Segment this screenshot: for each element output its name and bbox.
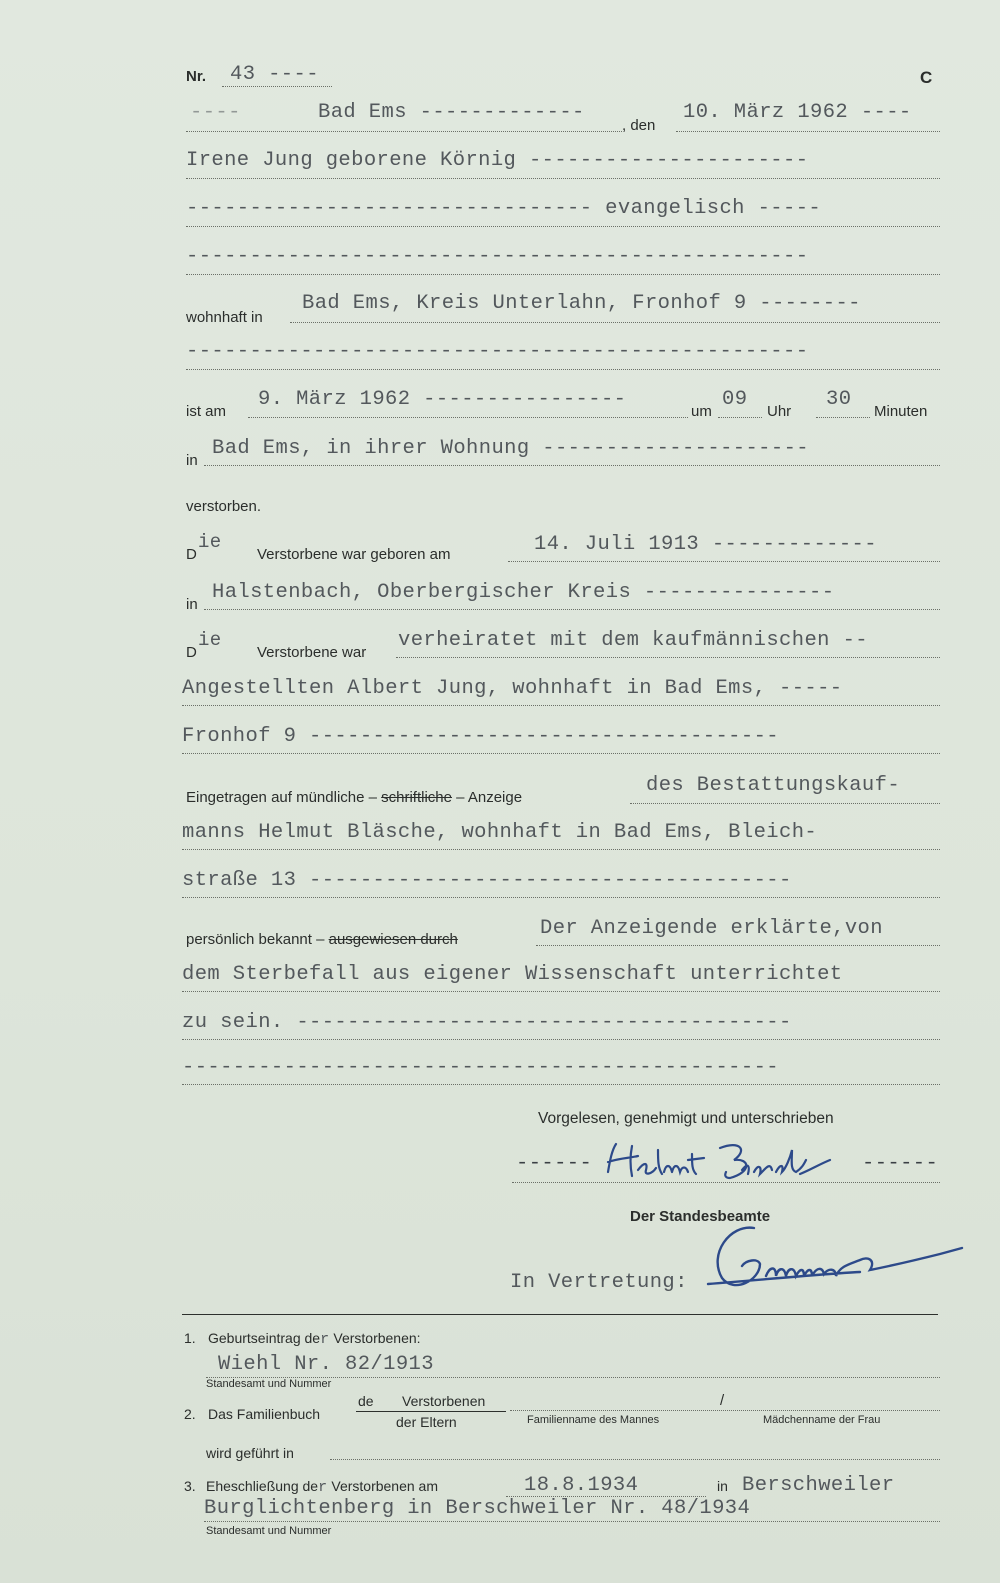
footnote-3-number: 3. (184, 1478, 196, 1494)
place-value: Bad Ems ------------- (318, 101, 585, 124)
birth-d-label: D (186, 546, 197, 563)
official-signature-image (700, 1214, 970, 1304)
marriage-line-2-underline (182, 705, 940, 706)
hour-underline (718, 417, 762, 418)
reporter-line-1-underline (630, 803, 940, 804)
religion-underline (186, 226, 940, 227)
footnote-3-r: r (318, 1479, 328, 1496)
footnote-2-maedchenname: Mädchenname der Frau (763, 1414, 881, 1426)
footnote-1-label-b: Verstorbenen: (333, 1330, 421, 1346)
um-label: um (691, 403, 712, 420)
statement-line-2-underline (182, 991, 940, 992)
signer-signature-image (600, 1132, 850, 1188)
footnote-2-number: 2. (184, 1406, 196, 1422)
place-leader: ---- (190, 101, 241, 124)
reporter-line-2: manns Helmut Bläsche, wohnhaft in Bad Ems, Bleich- (182, 821, 818, 844)
footnote-1-number: 1. (184, 1330, 196, 1346)
death-date-underline (248, 417, 688, 418)
blank-underline (186, 274, 940, 275)
footnote-3-place: Berschweiler (742, 1474, 895, 1497)
residence-underline (290, 322, 940, 323)
birth-date: 14. Juli 1913 ------------- (534, 533, 877, 556)
footnote-1-label-a: Geburtseintrag de (208, 1330, 321, 1346)
residence-continuation: ------------------------------------------------- (186, 340, 809, 363)
marriage-ie-suffix: ie (198, 629, 222, 651)
death-minutes: 30 (826, 388, 852, 411)
reporter-line-3-underline (182, 897, 940, 898)
den-label: , den (622, 117, 656, 134)
death-in-label: in (186, 452, 198, 469)
birth-place: Halstenbach, Oberbergischer Kreis --------------- (212, 581, 835, 604)
name-underline (186, 178, 940, 179)
statement-line-4: ----------------------------------------------- (182, 1056, 779, 1079)
marriage-line-1: verheiratet mit dem kaufmännischen -- (398, 629, 868, 652)
statement-line-2: dem Sterbefall aus eigener Wissenschaft unterrichtet (182, 963, 843, 986)
footnote-1-r: r (320, 1331, 330, 1348)
uhr-label: Uhr (767, 403, 792, 420)
blank-line: ------------------------------------------------- (186, 245, 809, 268)
wohnhaft-label: wohnhaft in (186, 309, 263, 326)
footnote-2-eltern: der Eltern (396, 1414, 457, 1430)
birth-date-underline (508, 561, 940, 562)
date-underline (676, 131, 940, 132)
death-hour: 09 (722, 388, 748, 411)
marriage-line-3: Fronhof 9 ------------------------------------- (182, 725, 779, 748)
birth-in-label: in (186, 596, 198, 613)
statement-line-1: Der Anzeigende erklärte,von (540, 917, 883, 940)
footnote-3-label (206, 1478, 438, 1496)
footnote-1-value: Wiehl Nr. 82/1913 (218, 1353, 434, 1376)
footnote-2-fraction-line (356, 1411, 506, 1412)
deceased-name: Irene Jung geborene Körnig ---------------------- (186, 149, 809, 172)
place-underline (186, 131, 622, 132)
vorgelesen-label: Vorgelesen, genehmigt und unterschrieben (538, 1110, 834, 1127)
footnote-2-verstorbenen: Verstorbenen (402, 1393, 486, 1409)
identity-label-struck: ausgewiesen durch (328, 931, 458, 948)
identity-label-start: persönlich bekannt – (186, 931, 325, 948)
report-label-start: Eingetragen auf mündliche – (186, 789, 377, 806)
footnote-1-sub: Standesamt und Nummer (206, 1378, 332, 1390)
register-letter: C (920, 68, 933, 87)
death-place-underline (204, 465, 940, 466)
register-date: 10. März 1962 ---- (683, 101, 912, 124)
nr-underline (222, 86, 332, 87)
statement-line-3-underline (182, 1039, 940, 1040)
reporter-line-3: straße 13 -------------------------------------- (182, 869, 792, 892)
vertretung-label: In Vertretung: (510, 1271, 688, 1294)
verstorben-label: verstorben. (186, 498, 262, 515)
footnote-2-familienname: Familienname des Mannes (527, 1414, 660, 1426)
reporter-line-1: des Bestattungskauf- (646, 774, 901, 797)
footnote-2-wird: wird geführt in (206, 1445, 294, 1461)
signature-dashes-right: ------ (862, 1152, 939, 1175)
footnote-divider (182, 1314, 938, 1315)
footnote-3-value: Burglichtenberg in Berschweiler Nr. 48/1934 (204, 1497, 751, 1520)
footnote-2-wird-underline (330, 1459, 940, 1460)
marriage-war-label: Verstorbene war (257, 644, 367, 661)
marriage-line-2: Angestellten Albert Jung, wohnhaft in Bad Ems, ----- (182, 677, 843, 700)
report-label (186, 789, 522, 806)
geboren-label: Verstorbene war geboren am (257, 546, 451, 563)
footnote-3-underline (204, 1521, 940, 1522)
statement-line-3: zu sein. --------------------------------------- (182, 1011, 792, 1034)
death-place: Bad Ems, in ihrer Wohnung --------------------- (212, 437, 809, 460)
nr-label: Nr. (186, 68, 207, 85)
minutes-underline (816, 417, 870, 418)
footnote-3-label-b: Verstorbenen am (331, 1478, 438, 1494)
death-date: 9. März 1962 ---------------- (258, 388, 627, 411)
report-label-end: – Anzeige (456, 789, 523, 806)
ist-am-label: ist am (186, 403, 227, 420)
footnote-2-label: Das Familienbuch (208, 1406, 321, 1422)
identity-label (186, 931, 458, 948)
footnote-2-slash: / (720, 1392, 725, 1409)
birth-place-underline (204, 609, 940, 610)
birth-ie-suffix: ie (198, 531, 222, 553)
residence-value: Bad Ems, Kreis Unterlahn, Fronhof 9 -------- (302, 292, 861, 315)
religion-line: -------------------------------- evangelisch ----- (186, 197, 822, 220)
minuten-label: Minuten (874, 403, 928, 420)
standesbeamte-label: Der Standesbeamte (630, 1208, 771, 1225)
footnote-3-in: in (717, 1478, 728, 1494)
residence-cont-underline (186, 369, 940, 370)
marriage-d-label: D (186, 644, 197, 661)
nr-value: 43 ---- (230, 63, 319, 86)
footnote-3-label-a: Eheschließung de (206, 1478, 319, 1494)
footnote-3-date: 18.8.1934 (524, 1474, 639, 1497)
signature-dashes-left: ------ (516, 1152, 593, 1175)
statement-line-4-underline (182, 1084, 940, 1085)
footnote-2-underline (510, 1410, 940, 1411)
footnote-3-sub: Standesamt und Nummer (206, 1525, 332, 1537)
marriage-line-3-underline (182, 753, 940, 754)
footnote-2-de: de (358, 1393, 374, 1409)
reporter-line-2-underline (182, 849, 940, 850)
footnote-1-label (208, 1330, 421, 1348)
statement-line-1-underline (536, 945, 940, 946)
report-label-struck: schriftliche (381, 789, 452, 806)
marriage-line-1-underline (396, 657, 940, 658)
